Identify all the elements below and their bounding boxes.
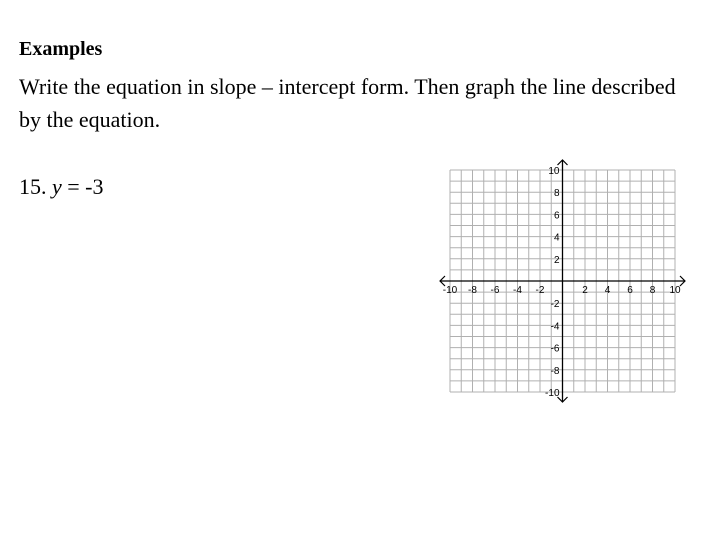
x-tick-label: 6 (627, 285, 633, 296)
problem-15 (19, 174, 104, 200)
y-tick-label: -4 (550, 321, 560, 333)
heading: Examples (19, 38, 103, 60)
y-tick-label: 8 (553, 188, 560, 200)
x-tick-label: 2 (582, 285, 588, 296)
y-tick-label: 4 (553, 232, 560, 244)
y-tick-label: -8 (550, 365, 560, 377)
x-tick-label: -8 (468, 285, 477, 296)
x-tick-label: 8 (649, 285, 656, 296)
x-tick-label: 10 (669, 285, 681, 296)
instruction-text: Write the equation in slope – intercept form. Then graph the line described by the equation. (19, 74, 676, 132)
problem-number: 15. (19, 174, 47, 199)
y-tick-label: -6 (550, 343, 560, 355)
y-tick-label: 2 (553, 254, 560, 266)
x-tick-label: -4 (513, 285, 522, 296)
problem-equation-rest: = -3 (67, 174, 104, 199)
y-tick-label: 6 (553, 210, 560, 222)
x-tick-label: -6 (490, 285, 500, 296)
x-tick-label: -2 (535, 285, 545, 296)
y-tick-label: -2 (550, 299, 560, 311)
coordinate-grid-svg (425, 155, 690, 410)
y-tick-label: -10 (545, 388, 560, 399)
coordinate-grid (425, 155, 690, 410)
y-tick-label: 10 (548, 166, 560, 177)
x-tick-label: -10 (442, 285, 458, 296)
problem-variable: y (52, 174, 62, 199)
x-tick-label: 4 (604, 285, 611, 296)
